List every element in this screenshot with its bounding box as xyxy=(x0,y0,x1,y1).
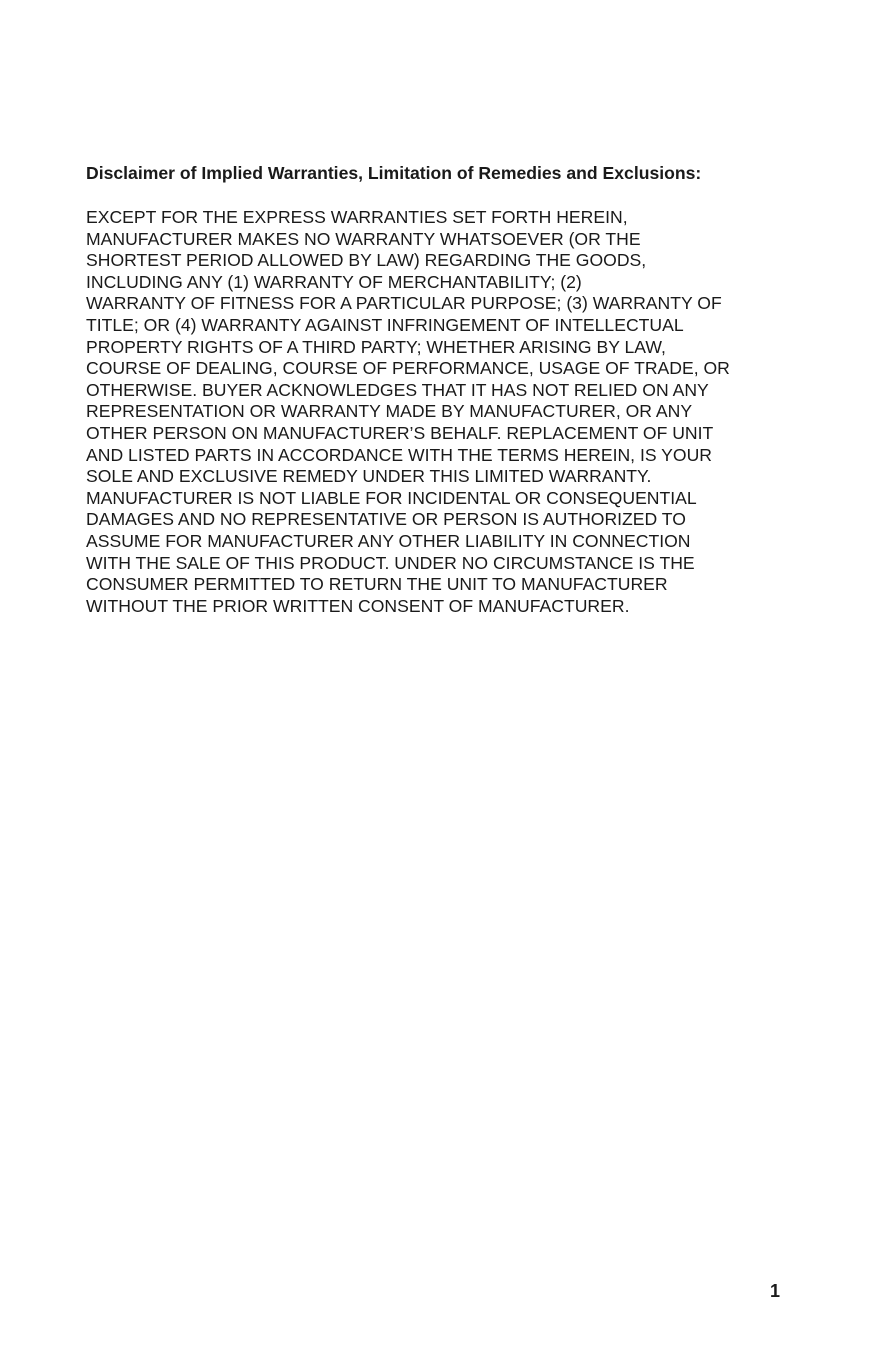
body-line: MANUFACTURER MAKES NO WARRANTY WHATSOEVER (OR THE xyxy=(86,228,641,249)
body-line: SOLE AND EXCLUSIVE REMEDY UNDER THIS LIMITED WARRANTY. xyxy=(86,466,652,487)
body-line: WITHOUT THE PRIOR WRITTEN CONSENT OF MANUFACTURER. xyxy=(86,595,630,616)
body-line: COURSE OF DEALING, COURSE OF PERFORMANCE, USAGE OF TRADE, OR xyxy=(86,358,730,379)
page-number: 1 xyxy=(770,1281,781,1301)
body-line: MANUFACTURER IS NOT LIABLE FOR INCIDENTAL OR CONSEQUENTIAL xyxy=(86,487,697,508)
body-line: AND LISTED PARTS IN ACCORDANCE WITH THE TERMS HEREIN, IS YOUR xyxy=(86,444,712,465)
body-line: OTHERWISE. BUYER ACKNOWLEDGES THAT IT HAS NOT RELIED ON ANY xyxy=(86,379,709,400)
body-line: SHORTEST PERIOD ALLOWED BY LAW) REGARDING THE GOODS, xyxy=(86,250,647,271)
body-line: DAMAGES AND NO REPRESENTATIVE OR PERSON IS AUTHORIZED TO xyxy=(86,509,686,530)
disclaimer-heading: Disclaimer of Implied Warranties, Limitation of Remedies and Exclusions: xyxy=(86,163,702,183)
body-line: PROPERTY RIGHTS OF A THIRD PARTY; WHETHER ARISING BY LAW, xyxy=(86,336,666,357)
body-line: OTHER PERSON ON MANUFACTURER’S BEHALF. REPLACEMENT OF UNIT xyxy=(86,422,714,443)
body-line: INCLUDING ANY (1) WARRANTY OF MERCHANTABILITY; (2) xyxy=(86,271,582,292)
body-line: TITLE; OR (4) WARRANTY AGAINST INFRINGEMENT OF INTELLECTUAL xyxy=(86,314,684,335)
disclaimer-body xyxy=(86,207,846,617)
body-line: CONSUMER PERMITTED TO RETURN THE UNIT TO MANUFACTURER xyxy=(86,574,668,595)
body-line: EXCEPT FOR THE EXPRESS WARRANTIES SET FORTH HEREIN, xyxy=(86,207,628,227)
body-line: ASSUME FOR MANUFACTURER ANY OTHER LIABILITY IN CONNECTION xyxy=(86,530,691,551)
body-line: REPRESENTATION OR WARRANTY MADE BY MANUFACTURER, OR ANY xyxy=(86,401,693,422)
body-line: WITH THE SALE OF THIS PRODUCT. UNDER NO CIRCUMSTANCE IS THE xyxy=(86,552,695,573)
body-line: WARRANTY OF FITNESS FOR A PARTICULAR PURPOSE; (3) WARRANTY OF xyxy=(86,293,722,314)
